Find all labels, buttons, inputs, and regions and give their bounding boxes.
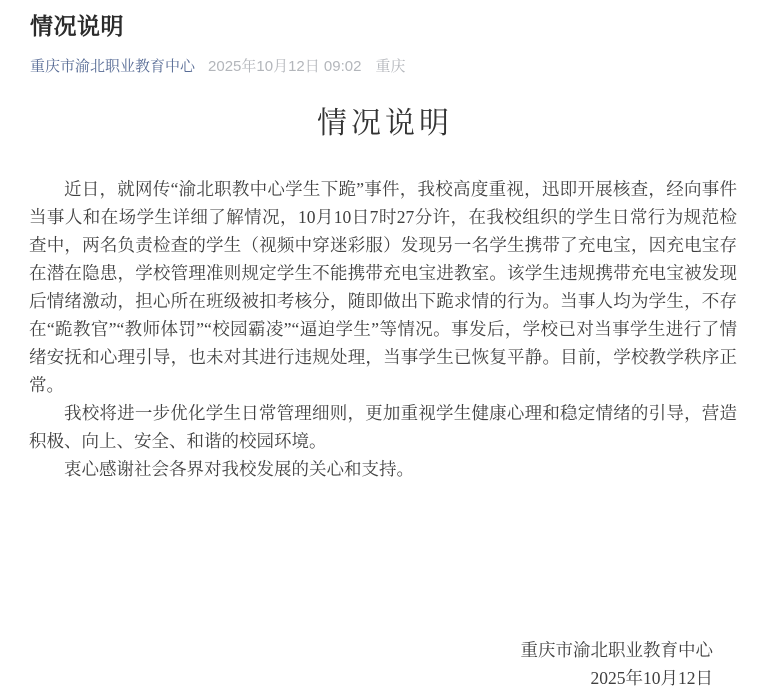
- document-title: 情况说明: [317, 107, 453, 140]
- publish-timestamp: 2025年10月12日 09:02: [208, 58, 362, 75]
- byline: [30, 57, 736, 77]
- source-account-link[interactable]: 重庆市渝北职业教育中心: [30, 58, 196, 75]
- page-title: 情况说明: [30, 13, 124, 39]
- signature-date: 2025年10月12日: [590, 668, 713, 688]
- signature-block: [29, 636, 737, 691]
- statement-paragraph-1: 近日，就网传“渝北职教中心学生下跪”事件，我校高度重视，迅即开展核查，经向事件当事人和在场学生详细了解情况，10月10日7时27分许，在我校组织的学生日常行为规范检查中，两名负责检查的学生（视频中穿迷彩服）发现另一名学生携带了充电宝，因充电宝存在潜在隐患，学校管理准则规定学生不能携带充电宝进教室。该学生违规携带充电宝被发现后情绪激动，担心所在班级被扣考核分，随即做出下跪求情的行为。当事人均为学生，不存在“跪教官”“教师体罚”“校园霸凌”“逼迫学生”等情况。事发后，学校已对当事学生进行了情绪安抚和心理引导，也未对其进行违规处理，当事学生已恢复平静。目前，学校教学秩序正常。: [29, 179, 737, 395]
- statement-document: [0, 105, 766, 691]
- statement-paragraph-2: 我校将进一步优化学生日常管理细则，更加重视学生健康心理和稳定情绪的引导，营造积极、向上、安全、和谐的校园环境。: [29, 403, 737, 451]
- signature-name: 重庆市渝北职业教育中心: [520, 640, 713, 660]
- publish-location: 重庆: [375, 58, 406, 75]
- statement-paragraph-3: 衷心感谢社会各界对我校发展的关心和支持。: [64, 459, 414, 479]
- article-header: [0, 0, 766, 77]
